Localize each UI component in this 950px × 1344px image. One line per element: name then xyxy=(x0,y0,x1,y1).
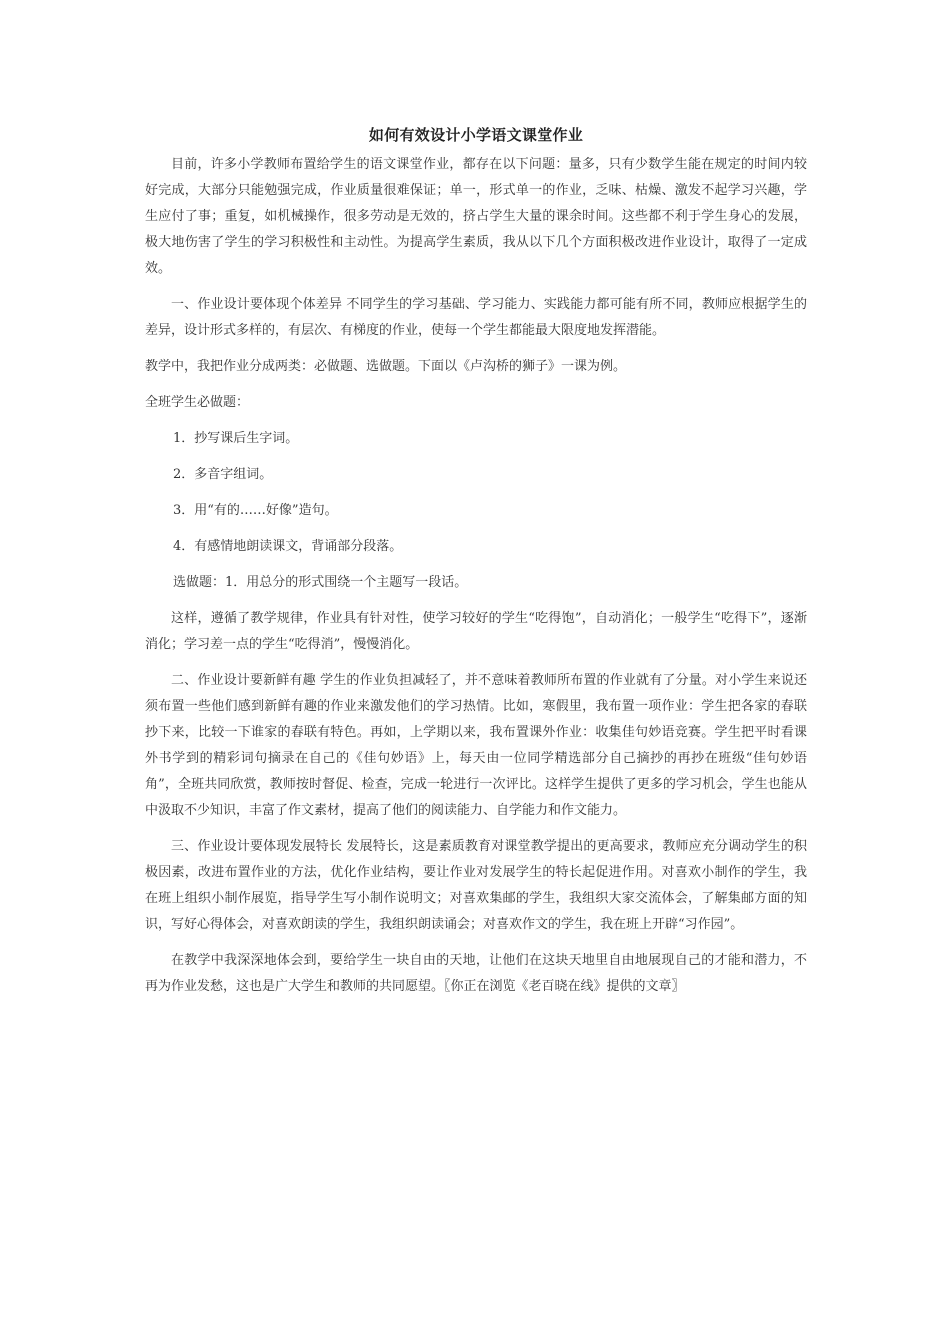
effect-paragraph: 这样，遵循了教学规律，作业具有针对性，使学习较好的学生“吃得饱”，自动消化；一般学生“吃得下”，逐渐消化；学习差一点的学生“吃得消”，慢慢消化。 xyxy=(145,611,807,652)
section-2-paragraph: 二、作业设计要新鲜有趣 学生的作业负担减轻了，并不意味着教师所布置的作业就有了分量。对小学生来说还须布置一些他们感到新鲜有趣的作业来激发他们的学习热情。比如，寒假里，我布置一项作业：学生把各家的春联抄下来，比较一下谁家的春联有特色。再如，上学期以来，我布置课外作业：收集佳句妙语竞赛。学生把平时看课外书学到的精彩词句摘录在自己的《佳句妙语》上，每天由一位同学精选部分自己摘抄的再抄在班级“佳句妙语角”，全班共同欣赏，教师按时督促、检查，完成一轮进行一次评比。这样学生提供了更多的学习机会，学生也能从中汲取不少知识，丰富了作文素材，提高了他们的阅读能力、自学能力和作文能力。 xyxy=(145,673,807,818)
optional-paragraph: 选做题：1．用总分的形式围绕一个主题写一段话。 xyxy=(173,575,468,590)
document-title: 如何有效设计小学语文课堂作业 xyxy=(368,126,584,144)
section-1-paragraph: 一、作业设计要体现个体差异 不同学生的学习基础、学习能力、实践能力都可能有所不同，教师应根据学生的差异，设计形式多样的，有层次、有梯度的作业，使每一个学生都能最大限度地发挥潜能。 xyxy=(145,297,807,338)
required-item-4: 4．有感情地朗读课文，背诵部分段落。 xyxy=(173,539,403,554)
required-item-2: 2．多音字组词。 xyxy=(173,467,273,482)
required-heading: 全班学生必做题： xyxy=(145,395,250,410)
intro-paragraph: 目前，许多小学教师布置给学生的语文课堂作业，都存在以下问题：量多，只有少数学生能在规定的时间内较好完成，大部分只能勉强完成，作业质量很难保证；单一，形式单一的作业，乏味、枯燥、激发不起学习兴趣，学生应付了事；重复，如机械操作，很多劳动是无效的，挤占学生大量的课余时间。这些都不利于学生身心的发展，极大地伤害了学生的学习积极性和主动性。为提高学生素质，我从以下几个方面积极改进作业设计，取得了一定成效。 xyxy=(145,157,807,276)
document-page xyxy=(145,124,807,1000)
required-item-1: 1．抄写课后生字词。 xyxy=(173,431,299,446)
classification-paragraph: 教学中，我把作业分成两类：必做题、选做题。下面以《卢沟桥的狮子》一课为例。 xyxy=(145,359,627,374)
conclusion-paragraph: 在教学中我深深地体会到，要给学生一块自由的天地，让他们在这块天地里自由地展现自己的才能和潜力，不再为作业发愁，这也是广大学生和教师的共同愿望。〖你正在浏览《老百晓在线》提供的文章〗 xyxy=(145,953,807,994)
section-3-paragraph: 三、作业设计要体现发展特长 发展特长，这是素质教育对课堂教学提出的更高要求，教师应充分调动学生的积极因素，改进布置作业的方法，优化作业结构，要让作业对发展学生的特长起促进作用。对喜欢小制作的学生，我在班上组织小制作展览，指导学生写小制作说明文；对喜欢集邮的学生，我组织大家交流体会，了解集邮方面的知识，写好心得体会，对喜欢朗读的学生，我组织朗读诵会；对喜欢作文的学生，我在班上开辟“习作园”。 xyxy=(145,839,807,932)
required-item-3: 3．用“有的……好像”造句。 xyxy=(173,503,338,518)
